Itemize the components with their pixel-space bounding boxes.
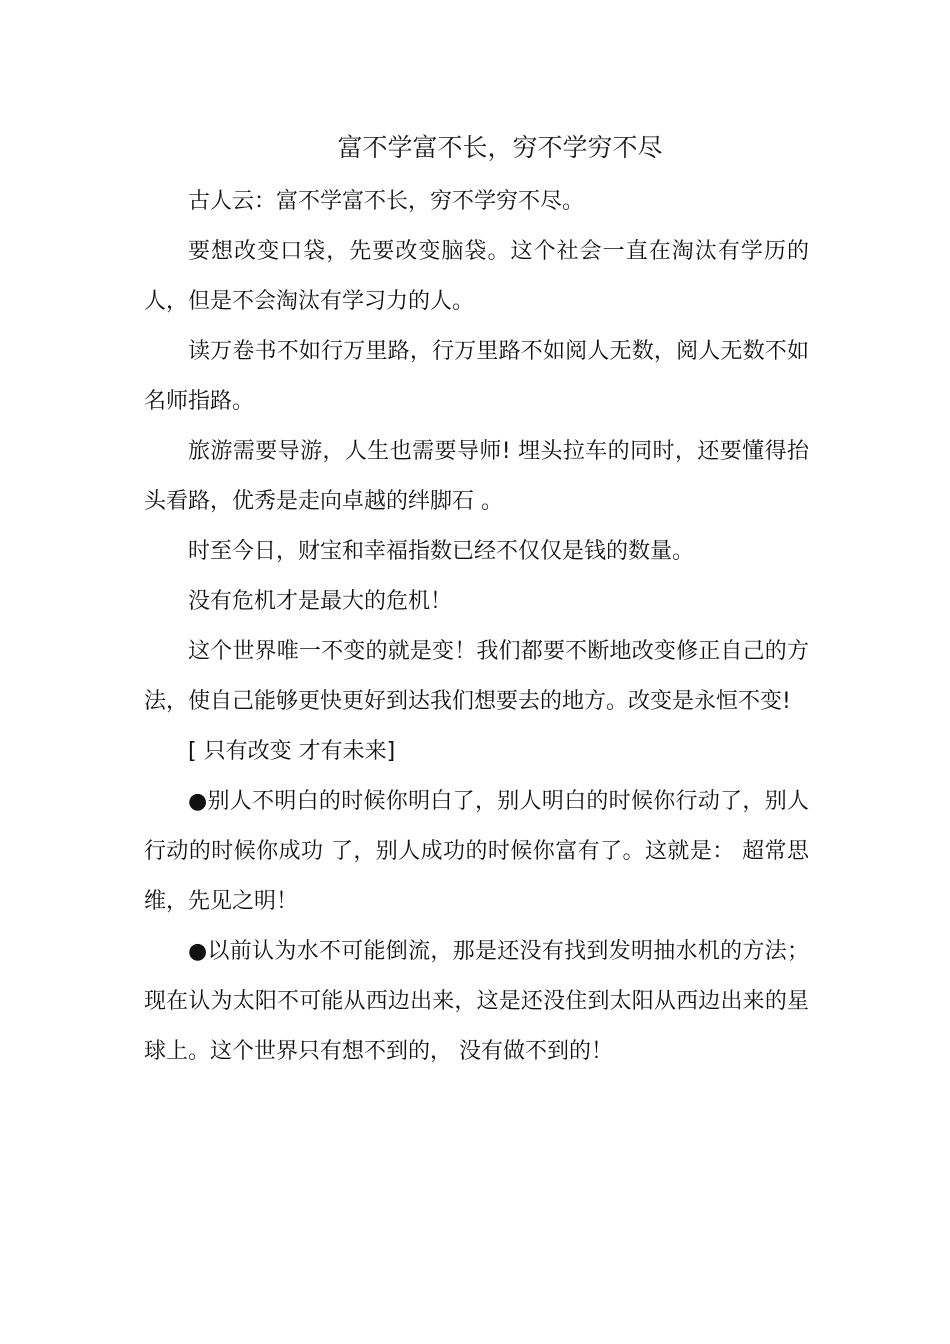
paragraph: [ 只有改变 才有未来] xyxy=(188,739,396,764)
document-body xyxy=(144,177,809,1077)
document-title: 富不学富不长，穷不学穷不尽 xyxy=(337,133,663,162)
paragraph: ●别人不明白的时候你明白了，别人明白的时候你行动了，别人行动的时候你成功 了，别人成功的时候你富有了。这就是： 超常思维，先见之明！ xyxy=(144,789,809,914)
paragraph: 旅游需要导游，人生也需要导师! 埋头拉车的同时，还要懂得抬头看路，优秀是走向卓越的绊脚石 。 xyxy=(144,439,809,514)
paragraph: 这个世界唯一不变的就是变！我们都要不断地改变修正自己的方法，使自己能够更快更好到达我们想要去的地方。改变是永恒不变! xyxy=(144,639,809,714)
paragraph: 时至今日，财宝和幸福指数已经不仅仅是钱的数量。 xyxy=(188,539,695,564)
paragraph: ●以前认为水不可能倒流，那是还没有找到发明抽水机的方法；现在认为太阳不可能从西边出来，这是还没住到太阳从西边出来的星球上。这个世界只有想不到的， 没有做不到的！ xyxy=(144,939,809,1064)
paragraph: 没有危机才是最大的危机！ xyxy=(188,589,453,614)
paragraph: 古人云：富不学富不长，穷不学穷不尽。 xyxy=(188,189,585,214)
paragraph: 读万卷书不如行万里路，行万里路不如阅人无数，阅人无数不如名师指路。 xyxy=(144,339,809,414)
paragraph: 要想改变口袋，先要改变脑袋。这个社会一直在淘汰有学历的人，但是不会淘汰有学习力的人。 xyxy=(144,239,809,314)
